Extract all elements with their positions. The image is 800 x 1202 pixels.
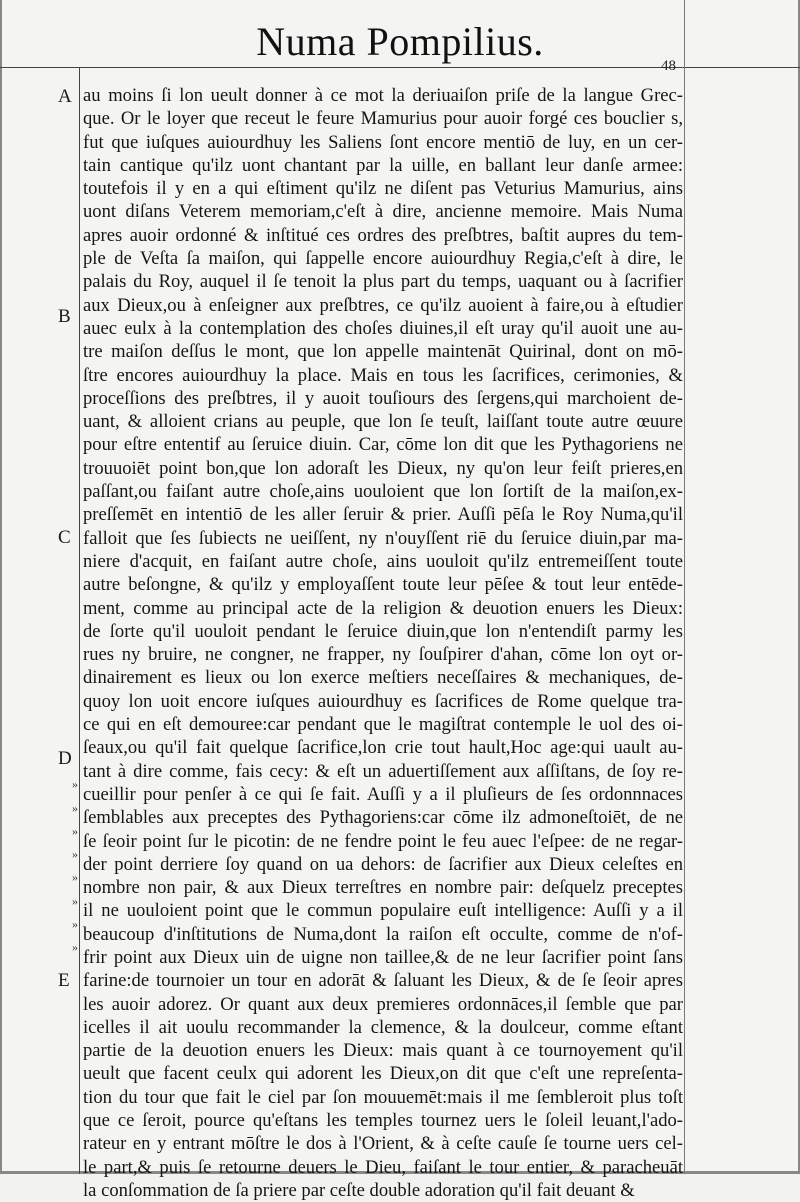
text-line: tion du tour que fait le ciel par ſon mouuemēt:mais il me ſembleroit plus toſt bbox=[83, 1086, 683, 1108]
text-line: que. Or le loyer que receut le feure Mamurius pour auoir forgé ces bouclier s, bbox=[83, 108, 683, 130]
margin-quote-mark: » bbox=[72, 777, 77, 791]
text-line: icelles il ait uoulu recommander la clemence, & la doulceur, comme eſtant bbox=[83, 1016, 683, 1038]
margin-letter-c: C bbox=[58, 527, 71, 548]
right-margin-rule bbox=[684, 0, 685, 1174]
text-line: aux Dieux,ou à enſeigner aux preſbtres, ce qu'ilz auoient à faire,ou à eſtudier bbox=[83, 294, 683, 316]
margin-quote-mark: » bbox=[72, 940, 77, 954]
text-line: uont diſans Veterem memoriam,c'eſt à dire, ancienne memoire. Mais Numa bbox=[83, 201, 683, 223]
margin-quote-mark: » bbox=[72, 894, 77, 908]
text-line: ment, comme au principal acte de la religion & deuotion enuers les Dieux: bbox=[83, 597, 683, 619]
text-line: nombre non pair, & aux Dieux terreſtres en nombre pair: deſquelz preceptes bbox=[83, 877, 683, 899]
text-line: niere d'acquit, en faiſant autre choſe, ains uouloit qu'ilz entremeiſſent toute bbox=[83, 550, 683, 572]
text-line: ſe ſeoir point ſur le picotin: de ne fendre point le feu auec l'eſpee: de ne regar- bbox=[83, 830, 683, 852]
text-line: partie de la deuotion enuers les Dieux: mais quant à ce tournoyement qu'il bbox=[83, 1040, 683, 1062]
margin-letter-d: D bbox=[58, 748, 72, 769]
text-line: la conſommation de ſa priere par ceſte double adoration qu'il fait deuant & bbox=[83, 1179, 635, 1201]
text-line: ce qui en eſt demouree:car pendant que le magiſtrat contemple le uol des oi- bbox=[83, 714, 683, 736]
text-line: tain cantique qu'ilz uont chantant par la uille, en ballant leur danſe armee: bbox=[83, 154, 683, 176]
text-line: ſeaux,ou qu'il fait quelque ſacrifice,lon crie tout hault,Hoc age:qui uault au- bbox=[83, 737, 683, 759]
margin-quote-mark: » bbox=[72, 870, 77, 884]
text-line: ſemblables aux preceptes des Pythagoriens:car cōme ilz admoneſtoiēt, de ne bbox=[83, 807, 683, 829]
text-line: quoy lon uoit encore iuſques auiourdhuy es ſacrifices de Rome quelque tra- bbox=[83, 690, 683, 712]
text-line: preſſemēt en intentiō de les aller ſeruir & prier. Auſſi pēſa le Roy Numa,qu'il bbox=[83, 504, 683, 526]
text-line: tant à dire comme, fais cecy: & eſt un aduertiſſement aux aſſiſtans, de ſoy re- bbox=[83, 760, 683, 782]
text-line: falloit que ſes ſubiects ne ueiſſent, ny n'ouyſſent riē du ſeruice diuin,par ma- bbox=[83, 527, 683, 549]
margin-letter-a: A bbox=[58, 86, 72, 107]
text-line: ple de Veſta ſa maiſon, qui ſappelle encore auiourdhuy Regia,c'eſt à dire, le bbox=[83, 248, 683, 270]
text-line: frir point aux Dieux uin de uigne non taillee,& de ne leur ſacrifier point ſans bbox=[83, 946, 683, 968]
text-line: tre maiſon deſſus le mont, que lon appelle maintenāt Quirinal, dont on mō- bbox=[83, 341, 683, 363]
text-line: ſtre encores auiourdhuy la place. Mais en tous les ſacrifices, cerimonies, & bbox=[83, 364, 683, 386]
text-line: de ſorte qu'il uouloit pendant le ſeruice diuin,que lon n'entendiſt parmy les bbox=[83, 620, 683, 642]
text-line: proceſſions des preſbtres, il y auoit touſiours des ſergens,qui marchoient de- bbox=[83, 387, 683, 409]
text-line: pour eſtre ententif au ſeruice diuin. Car, cōme lon dit que les Pythagoriens ne bbox=[83, 434, 683, 456]
text-line: fut que iuſques auiourdhuy les Saliens ſont encore mentiō de luy, en un cer- bbox=[83, 131, 683, 153]
text-line: beaucoup d'inſtitutions de Numa,dont la raiſon eſt occulte, comme de n'of- bbox=[83, 923, 683, 945]
text-line: il ne uouloient point que le commun populaire euſt intelligence: Auſſi y a il bbox=[83, 900, 683, 922]
text-line: apres auoir ordonné & inſtitué ces ordres des preſbtres, baſtit aupres du tem- bbox=[83, 224, 683, 246]
margin-quote-mark: » bbox=[72, 824, 77, 838]
text-line: rateur en y entrant mōſtre le dos à l'Orient, & à ceſte cauſe ſe tourne uers cel- bbox=[83, 1133, 683, 1155]
text-line: rues ny bruire, ne congner, ne frapper, ny ſouſpirer d'ahan, cōme lon oyt or- bbox=[83, 644, 683, 666]
margin-quote-mark: » bbox=[72, 917, 77, 931]
text-line: uant, & alloient crians au peuple, que lon ſe teuſt, laiſſant toute autre œuure bbox=[83, 411, 683, 433]
text-line: trouuoiēt point bon,que lon adoraſt les Dieux, ny qu'on leur feiſt prieres,en bbox=[83, 457, 683, 479]
text-line: palais du Roy, auquel il ſe tenoit la plus part du temps, uaquant ou à ſacrifier bbox=[83, 271, 683, 293]
text-line: ueult que facent ceulx qui adorent les Dieux,on dit que c'eſt une repreſenta- bbox=[83, 1063, 683, 1085]
body-text bbox=[83, 84, 683, 1202]
margin-quote-mark: » bbox=[72, 847, 77, 861]
page-edge-left bbox=[0, 0, 2, 1174]
folio-number: 48 bbox=[661, 58, 676, 74]
text-line: toutefois il y en a qui eſtiment qu'ilz ne diſent pas Veturius Mamurius, ains bbox=[83, 178, 683, 200]
text-line: auec eulx à la contemplation des choſes diuines,il eſt uray qu'il auoit une au- bbox=[83, 317, 683, 339]
text-line: au moins ſi lon ueult donner à ce mot la deriuaiſon priſe de la langue Grec- bbox=[83, 85, 683, 106]
running-title: Numa Pompilius. bbox=[256, 19, 544, 64]
margin-letter-b: B bbox=[58, 306, 71, 327]
text-line: le part,& puis ſe retourne deuers le Dieu, faiſant le tour entier, & paracheuāt bbox=[83, 1156, 683, 1178]
text-line: farine:de tournoier un tour en adorāt & ſaluant les Dieux, & de ſe ſeoir apres bbox=[83, 970, 683, 992]
text-line: les auoir adorez. Or quant aux deux premieres ordonnāces,il ſemble que par bbox=[83, 993, 683, 1015]
text-line: paſſant,ou faiſant autre choſe,ains uouloient que lon ſortiſt de la maiſon,ex- bbox=[83, 481, 683, 503]
margin-letter-e: E bbox=[58, 970, 70, 991]
text-line: que ce ſeroit, pource qu'eſtans les temples tournez uers le ſoleil leuant,l'ado- bbox=[83, 1110, 683, 1132]
text-line: cueillir pour penſer à ce qui ſe fait. Auſſi y a il pluſieurs de ſes ordonnnaces bbox=[83, 783, 683, 805]
left-margin-rule bbox=[79, 67, 80, 1174]
margin-quote-mark: » bbox=[72, 801, 77, 815]
header-rule bbox=[0, 67, 800, 68]
text-line: der point derriere ſoy quand on ua dehors: de ſacrifier aux Dieux celeſtes en bbox=[83, 853, 683, 875]
text-line: autre beſongne, & qu'ilz y employaſſent toute leur pēſee & tout leur entēde- bbox=[83, 574, 683, 596]
text-line: dinairement es lieux ou lon exerce meſtiers neceſſaires & mechaniques, de- bbox=[83, 667, 683, 689]
